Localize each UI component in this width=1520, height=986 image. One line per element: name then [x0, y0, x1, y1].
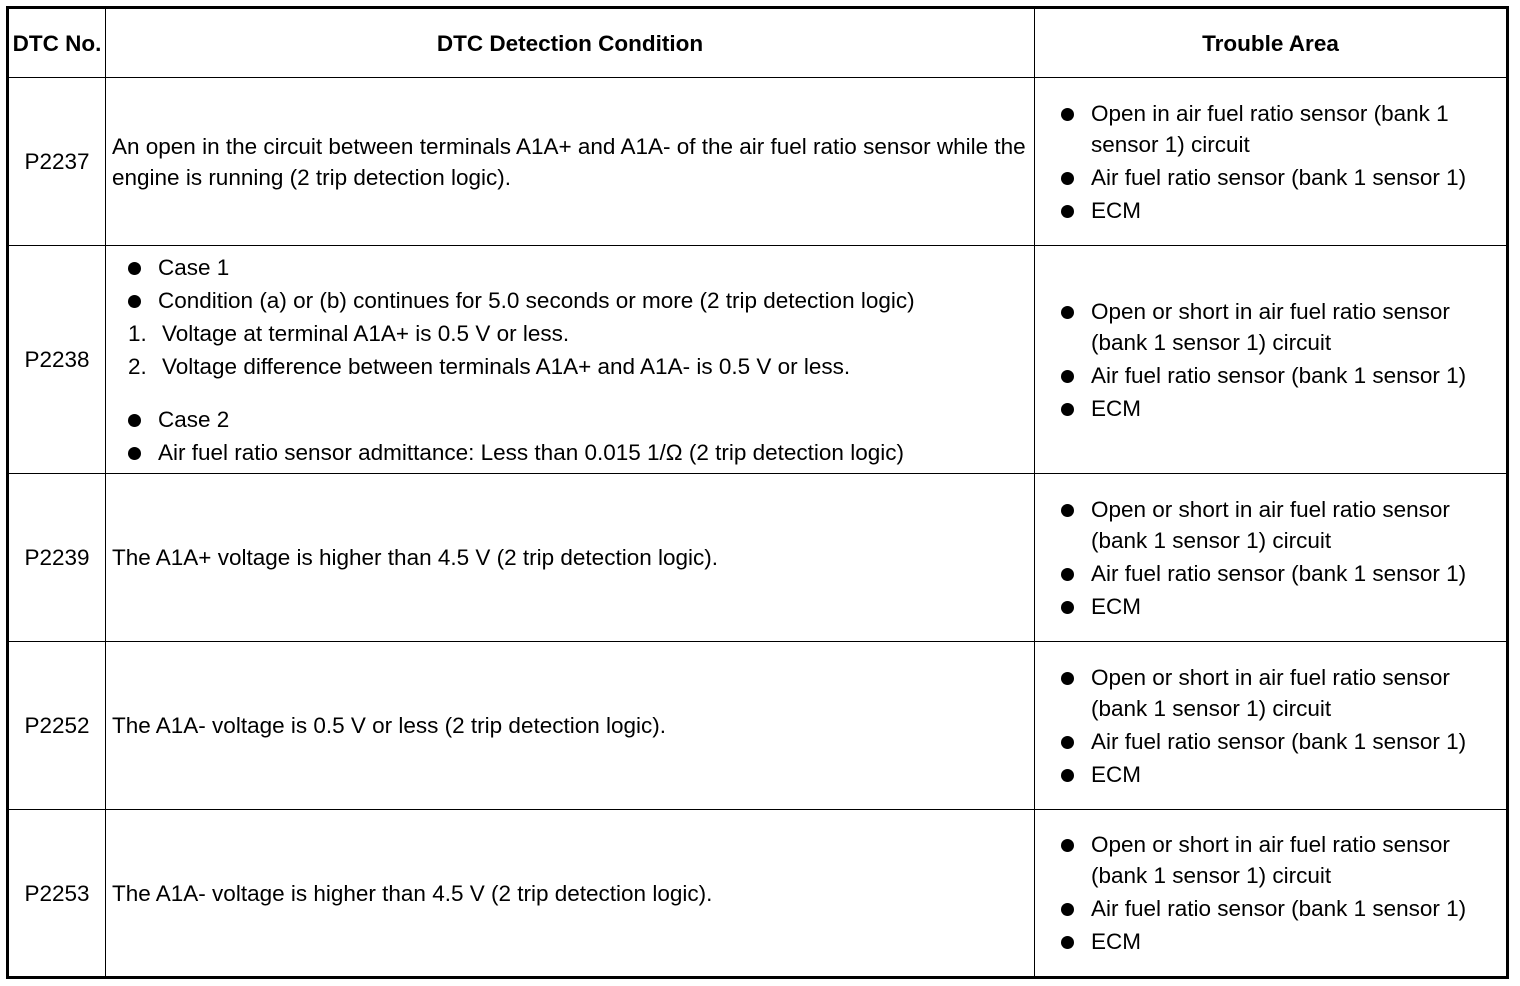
- dtc-code: P2253: [8, 810, 106, 978]
- dtc-code: P2237: [8, 78, 106, 246]
- subitem-text: Voltage difference between terminals A1A+ and A1A- is 0.5 V or less.: [162, 353, 851, 379]
- table-row: [8, 810, 1508, 978]
- subitem-text: Voltage at terminal A1A+ is 0.5 V or less.: [162, 320, 570, 346]
- header-trouble-area: Trouble Area: [1035, 8, 1508, 78]
- trouble-area: [1035, 246, 1508, 474]
- table-row: [8, 642, 1508, 810]
- condition-item: Air fuel ratio sensor admittance: Less than 0.015 1/Ω (2 trip detection logic): [128, 437, 1028, 468]
- header-row: [8, 8, 1508, 78]
- subitem-number: 1.: [128, 320, 147, 346]
- table-row: [8, 474, 1508, 642]
- condition-item: Case 2: [128, 404, 1028, 435]
- subitem-number: 2.: [128, 353, 147, 379]
- detection-condition: The A1A- voltage is 0.5 V or less (2 trip detection logic).: [106, 642, 1035, 810]
- dtc-code: P2238: [8, 246, 106, 474]
- trouble-item: Open or short in air fuel ratio sensor (bank 1 sensor 1) circuit: [1061, 829, 1500, 891]
- trouble-item: ECM: [1061, 591, 1500, 622]
- trouble-area: [1035, 642, 1508, 810]
- trouble-item: Open or short in air fuel ratio sensor (bank 1 sensor 1) circuit: [1061, 296, 1500, 358]
- table-row: [8, 246, 1508, 474]
- trouble-item: Air fuel ratio sensor (bank 1 sensor 1): [1061, 726, 1500, 757]
- condition-subitem: [128, 318, 1028, 349]
- trouble-item: ECM: [1061, 926, 1500, 957]
- trouble-area: [1035, 810, 1508, 978]
- detection-condition: [106, 246, 1035, 474]
- table-row: [8, 78, 1508, 246]
- header-detection-condition: DTC Detection Condition: [106, 8, 1035, 78]
- trouble-item: Air fuel ratio sensor (bank 1 sensor 1): [1061, 360, 1500, 391]
- condition-item: Condition (a) or (b) continues for 5.0 seconds or more (2 trip detection logic): [128, 285, 1028, 316]
- trouble-area: [1035, 78, 1508, 246]
- trouble-item: ECM: [1061, 393, 1500, 424]
- trouble-item: Open or short in air fuel ratio sensor (bank 1 sensor 1) circuit: [1061, 494, 1500, 556]
- trouble-item: ECM: [1061, 759, 1500, 790]
- trouble-item: Open in air fuel ratio sensor (bank 1 sensor 1) circuit: [1061, 98, 1500, 160]
- dtc-code: P2239: [8, 474, 106, 642]
- detection-condition: An open in the circuit between terminals A1A+ and A1A- of the air fuel ratio sensor while the engine is running (2 trip detection logic).: [106, 78, 1035, 246]
- trouble-item: Open or short in air fuel ratio sensor (bank 1 sensor 1) circuit: [1061, 662, 1500, 724]
- condition-subitem: [128, 351, 1028, 382]
- trouble-area: [1035, 474, 1508, 642]
- detection-condition: The A1A+ voltage is higher than 4.5 V (2 trip detection logic).: [106, 474, 1035, 642]
- trouble-item: Air fuel ratio sensor (bank 1 sensor 1): [1061, 893, 1500, 924]
- trouble-item: Air fuel ratio sensor (bank 1 sensor 1): [1061, 162, 1500, 193]
- dtc-table: [6, 6, 1509, 979]
- dtc-code: P2252: [8, 642, 106, 810]
- detection-condition: The A1A- voltage is higher than 4.5 V (2 trip detection logic).: [106, 810, 1035, 978]
- header-dtc-no: DTC No.: [8, 8, 106, 78]
- trouble-item: ECM: [1061, 195, 1500, 226]
- trouble-item: Air fuel ratio sensor (bank 1 sensor 1): [1061, 558, 1500, 589]
- condition-item: Case 1: [128, 252, 1028, 283]
